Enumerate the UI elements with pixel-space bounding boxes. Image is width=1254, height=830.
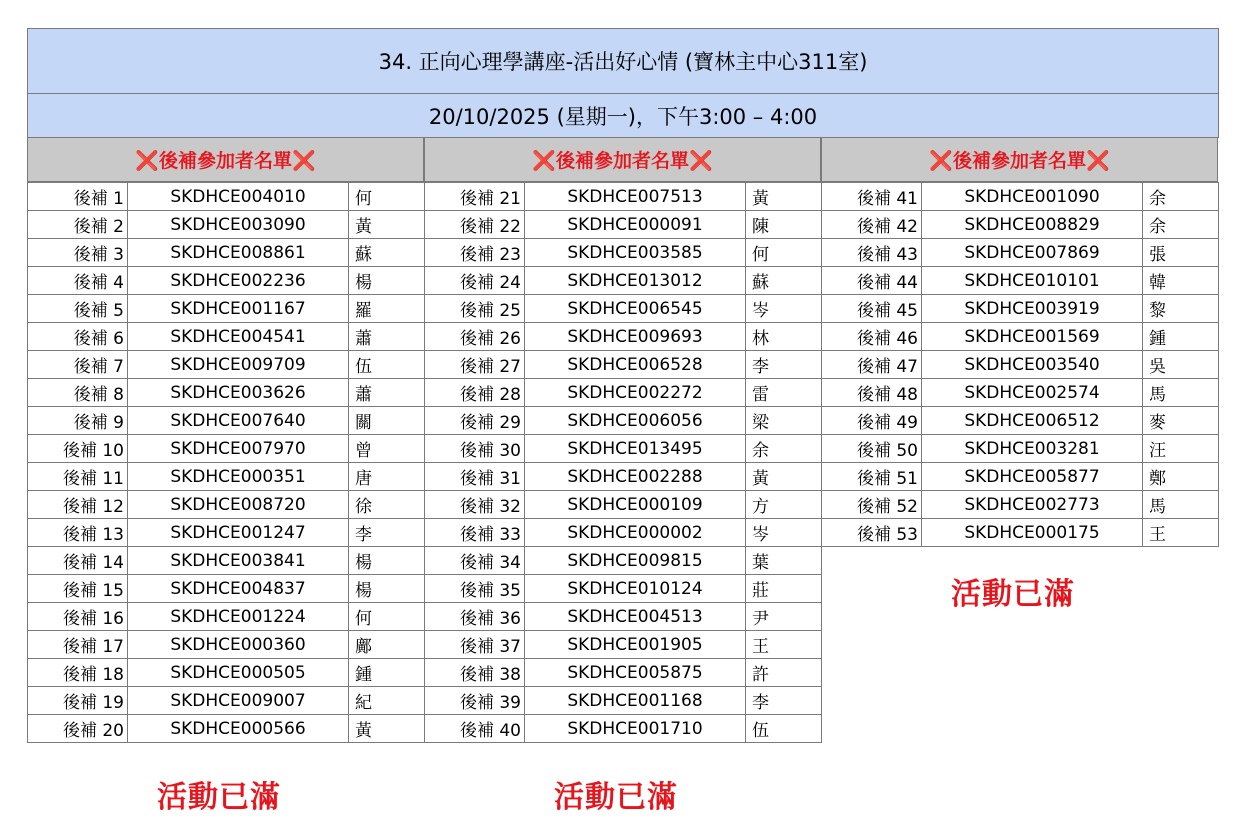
surname: 汪 <box>1143 435 1219 463</box>
member-id: SKDHCE008720 <box>128 491 349 519</box>
table-row <box>822 267 1219 295</box>
waitlist-number: 後補 36 <box>425 603 525 631</box>
waitlist-number: 後補 5 <box>28 295 128 323</box>
surname: 余 <box>1143 183 1219 211</box>
member-id: SKDHCE001905 <box>525 631 746 659</box>
waitlist-number: 後補 3 <box>28 239 128 267</box>
waitlist-number: 後補 50 <box>822 435 922 463</box>
member-id: SKDHCE001090 <box>922 183 1143 211</box>
table-row <box>425 687 822 715</box>
member-id: SKDHCE007869 <box>922 239 1143 267</box>
member-id: SKDHCE004837 <box>128 575 349 603</box>
waitlist-number: 後補 4 <box>28 267 128 295</box>
waitlist-number: 後補 48 <box>822 379 922 407</box>
surname: 紀 <box>349 687 425 715</box>
table-row <box>425 183 822 211</box>
table-row <box>425 267 822 295</box>
waitlist-number: 後補 1 <box>28 183 128 211</box>
waitlist-number: 後補 40 <box>425 715 525 743</box>
member-id: SKDHCE001247 <box>128 519 349 547</box>
table-row <box>28 491 425 519</box>
waitlist-number: 後補 20 <box>28 715 128 743</box>
surname: 陳 <box>746 211 822 239</box>
member-id: SKDHCE000566 <box>128 715 349 743</box>
waitlist-number: 後補 31 <box>425 463 525 491</box>
table-row <box>822 519 1219 547</box>
waitlist-number: 後補 25 <box>425 295 525 323</box>
table-row <box>425 351 822 379</box>
table-row <box>28 267 425 295</box>
member-id: SKDHCE003919 <box>922 295 1143 323</box>
surname: 黃 <box>349 211 425 239</box>
member-id: SKDHCE007513 <box>525 183 746 211</box>
table-row <box>28 575 425 603</box>
surname: 吳 <box>1143 351 1219 379</box>
member-id: SKDHCE008829 <box>922 211 1143 239</box>
waitlist-number: 後補 7 <box>28 351 128 379</box>
member-id: SKDHCE001569 <box>922 323 1143 351</box>
column-header: ❌後補參加者名單❌ <box>821 138 1218 182</box>
member-id: SKDHCE006056 <box>525 407 746 435</box>
activity-full-notice: 活動已滿 <box>157 780 281 815</box>
waitlist-number: 後補 6 <box>28 323 128 351</box>
table-row <box>28 183 425 211</box>
surname: 何 <box>349 603 425 631</box>
table-row <box>425 323 822 351</box>
member-id: SKDHCE000002 <box>525 519 746 547</box>
waitlist-table <box>424 182 822 743</box>
table-row <box>425 407 822 435</box>
table-row <box>28 323 425 351</box>
member-id: SKDHCE002236 <box>128 267 349 295</box>
surname: 許 <box>746 659 822 687</box>
table-row <box>822 379 1219 407</box>
table-row <box>822 435 1219 463</box>
surname: 林 <box>746 323 822 351</box>
member-id: SKDHCE007640 <box>128 407 349 435</box>
table-row <box>425 631 822 659</box>
waitlist-number: 後補 35 <box>425 575 525 603</box>
surname: 唐 <box>349 463 425 491</box>
member-id: SKDHCE009693 <box>525 323 746 351</box>
table-row <box>822 323 1219 351</box>
surname: 黃 <box>746 183 822 211</box>
surname: 鄺 <box>349 631 425 659</box>
waitlist-column-2 <box>424 138 821 743</box>
surname: 楊 <box>349 547 425 575</box>
surname: 何 <box>349 183 425 211</box>
surname: 蘇 <box>349 239 425 267</box>
member-id: SKDHCE000505 <box>128 659 349 687</box>
table-row <box>822 463 1219 491</box>
surname: 岑 <box>746 295 822 323</box>
waitlist-number: 後補 16 <box>28 603 128 631</box>
member-id: SKDHCE002574 <box>922 379 1143 407</box>
waitlist-number: 後補 45 <box>822 295 922 323</box>
table-row <box>28 603 425 631</box>
table-row <box>28 351 425 379</box>
waitlist-number: 後補 52 <box>822 491 922 519</box>
member-id: SKDHCE006512 <box>922 407 1143 435</box>
waitlist-number: 後補 30 <box>425 435 525 463</box>
surname: 徐 <box>349 491 425 519</box>
waitlist-number: 後補 17 <box>28 631 128 659</box>
table-row <box>425 715 822 743</box>
surname: 關 <box>349 407 425 435</box>
table-row <box>28 547 425 575</box>
surname: 李 <box>746 687 822 715</box>
waitlist-table <box>821 182 1219 547</box>
waitlist-number: 後補 43 <box>822 239 922 267</box>
member-id: SKDHCE001710 <box>525 715 746 743</box>
table-row <box>425 519 822 547</box>
activity-full-notice: 活動已滿 <box>951 577 1075 612</box>
table-row <box>28 659 425 687</box>
column-header: ❌後補參加者名單❌ <box>27 138 424 182</box>
member-id: SKDHCE000360 <box>128 631 349 659</box>
waitlist-number: 後補 32 <box>425 491 525 519</box>
member-id: SKDHCE013012 <box>525 267 746 295</box>
surname: 蘇 <box>746 267 822 295</box>
table-row <box>28 239 425 267</box>
member-id: SKDHCE005877 <box>922 463 1143 491</box>
member-id: SKDHCE001224 <box>128 603 349 631</box>
surname: 羅 <box>349 295 425 323</box>
table-row <box>425 379 822 407</box>
member-id: SKDHCE004010 <box>128 183 349 211</box>
waitlist-sheet <box>27 28 1219 818</box>
surname: 楊 <box>349 267 425 295</box>
table-row <box>28 211 425 239</box>
member-id: SKDHCE002288 <box>525 463 746 491</box>
table-row <box>28 379 425 407</box>
surname: 伍 <box>746 715 822 743</box>
surname: 葉 <box>746 547 822 575</box>
member-id: SKDHCE006528 <box>525 351 746 379</box>
member-id: SKDHCE009815 <box>525 547 746 575</box>
table-row <box>822 407 1219 435</box>
surname: 何 <box>746 239 822 267</box>
table-row <box>425 463 822 491</box>
surname: 曾 <box>349 435 425 463</box>
surname: 岑 <box>746 519 822 547</box>
surname: 余 <box>1143 211 1219 239</box>
waitlist-number: 後補 10 <box>28 435 128 463</box>
table-row <box>425 435 822 463</box>
member-id: SKDHCE003281 <box>922 435 1143 463</box>
member-id: SKDHCE013495 <box>525 435 746 463</box>
surname: 鄭 <box>1143 463 1219 491</box>
table-row <box>28 435 425 463</box>
surname: 鍾 <box>349 659 425 687</box>
member-id: SKDHCE002272 <box>525 379 746 407</box>
member-id: SKDHCE000109 <box>525 491 746 519</box>
table-row <box>28 687 425 715</box>
surname: 王 <box>1143 519 1219 547</box>
activity-full-notice: 活動已滿 <box>554 780 678 815</box>
table-row <box>822 295 1219 323</box>
member-id: SKDHCE007970 <box>128 435 349 463</box>
waitlist-number: 後補 34 <box>425 547 525 575</box>
surname: 鍾 <box>1143 323 1219 351</box>
member-id: SKDHCE000091 <box>525 211 746 239</box>
waitlist-number: 後補 22 <box>425 211 525 239</box>
table-row <box>425 295 822 323</box>
event-title: 34. 正向心理學講座-活出好心情 (寶林主中心311室) <box>27 28 1219 94</box>
surname: 蕭 <box>349 323 425 351</box>
waitlist-number: 後補 29 <box>425 407 525 435</box>
surname: 黃 <box>746 463 822 491</box>
member-id: SKDHCE003540 <box>922 351 1143 379</box>
surname: 余 <box>746 435 822 463</box>
table-row <box>28 631 425 659</box>
table-row <box>822 211 1219 239</box>
waitlist-number: 後補 41 <box>822 183 922 211</box>
table-row <box>425 211 822 239</box>
waitlist-number: 後補 51 <box>822 463 922 491</box>
waitlist-number: 後補 13 <box>28 519 128 547</box>
waitlist-number: 後補 26 <box>425 323 525 351</box>
table-row <box>28 519 425 547</box>
waitlist-number: 後補 15 <box>28 575 128 603</box>
member-id: SKDHCE003090 <box>128 211 349 239</box>
waitlist-number: 後補 12 <box>28 491 128 519</box>
waitlist-number: 後補 33 <box>425 519 525 547</box>
waitlist-column-1 <box>27 138 424 743</box>
member-id: SKDHCE004541 <box>128 323 349 351</box>
waitlist-number: 後補 38 <box>425 659 525 687</box>
waitlist-number: 後補 14 <box>28 547 128 575</box>
member-id: SKDHCE004513 <box>525 603 746 631</box>
surname: 馬 <box>1143 379 1219 407</box>
surname: 蕭 <box>349 379 425 407</box>
surname: 雷 <box>746 379 822 407</box>
member-id: SKDHCE003626 <box>128 379 349 407</box>
member-id: SKDHCE010124 <box>525 575 746 603</box>
surname: 楊 <box>349 575 425 603</box>
waitlist-column-3 <box>821 138 1218 547</box>
surname: 黎 <box>1143 295 1219 323</box>
waitlist-number: 後補 8 <box>28 379 128 407</box>
table-row <box>822 239 1219 267</box>
waitlist-table <box>27 182 425 743</box>
table-row <box>425 575 822 603</box>
waitlist-number: 後補 27 <box>425 351 525 379</box>
waitlist-number: 後補 18 <box>28 659 128 687</box>
waitlist-number: 後補 44 <box>822 267 922 295</box>
waitlist-number: 後補 46 <box>822 323 922 351</box>
member-id: SKDHCE002773 <box>922 491 1143 519</box>
member-id: SKDHCE009709 <box>128 351 349 379</box>
waitlist-number: 後補 49 <box>822 407 922 435</box>
surname: 韓 <box>1143 267 1219 295</box>
column-header: ❌後補參加者名單❌ <box>424 138 821 182</box>
table-row <box>28 463 425 491</box>
waitlist-number: 後補 37 <box>425 631 525 659</box>
member-id: SKDHCE008861 <box>128 239 349 267</box>
surname: 麥 <box>1143 407 1219 435</box>
waitlist-number: 後補 2 <box>28 211 128 239</box>
waitlist-number: 後補 11 <box>28 463 128 491</box>
table-row <box>425 547 822 575</box>
table-row <box>425 491 822 519</box>
table-row <box>28 407 425 435</box>
surname: 李 <box>746 351 822 379</box>
table-row <box>28 715 425 743</box>
table-row <box>425 603 822 631</box>
member-id: SKDHCE001167 <box>128 295 349 323</box>
surname: 張 <box>1143 239 1219 267</box>
member-id: SKDHCE001168 <box>525 687 746 715</box>
waitlist-number: 後補 19 <box>28 687 128 715</box>
table-row <box>822 183 1219 211</box>
waitlist-number: 後補 21 <box>425 183 525 211</box>
member-id: SKDHCE010101 <box>922 267 1143 295</box>
surname: 尹 <box>746 603 822 631</box>
waitlist-number: 後補 24 <box>425 267 525 295</box>
surname: 莊 <box>746 575 822 603</box>
surname: 馬 <box>1143 491 1219 519</box>
member-id: SKDHCE009007 <box>128 687 349 715</box>
waitlist-number: 後補 28 <box>425 379 525 407</box>
waitlist-number: 後補 47 <box>822 351 922 379</box>
member-id: SKDHCE003841 <box>128 547 349 575</box>
member-id: SKDHCE000351 <box>128 463 349 491</box>
surname: 黃 <box>349 715 425 743</box>
surname: 王 <box>746 631 822 659</box>
waitlist-number: 後補 39 <box>425 687 525 715</box>
member-id: SKDHCE005875 <box>525 659 746 687</box>
waitlist-number: 後補 9 <box>28 407 128 435</box>
surname: 方 <box>746 491 822 519</box>
waitlist-number: 後補 53 <box>822 519 922 547</box>
member-id: SKDHCE006545 <box>525 295 746 323</box>
waitlist-columns <box>27 138 1219 818</box>
member-id: SKDHCE003585 <box>525 239 746 267</box>
member-id: SKDHCE000175 <box>922 519 1143 547</box>
event-date-time: 20/10/2025 (星期一)，下午3:00 – 4:00 <box>27 94 1219 138</box>
table-row <box>822 491 1219 519</box>
table-row <box>425 659 822 687</box>
table-row <box>425 239 822 267</box>
surname: 梁 <box>746 407 822 435</box>
waitlist-number: 後補 42 <box>822 211 922 239</box>
table-row <box>28 295 425 323</box>
surname: 伍 <box>349 351 425 379</box>
surname: 李 <box>349 519 425 547</box>
waitlist-number: 後補 23 <box>425 239 525 267</box>
table-row <box>822 351 1219 379</box>
